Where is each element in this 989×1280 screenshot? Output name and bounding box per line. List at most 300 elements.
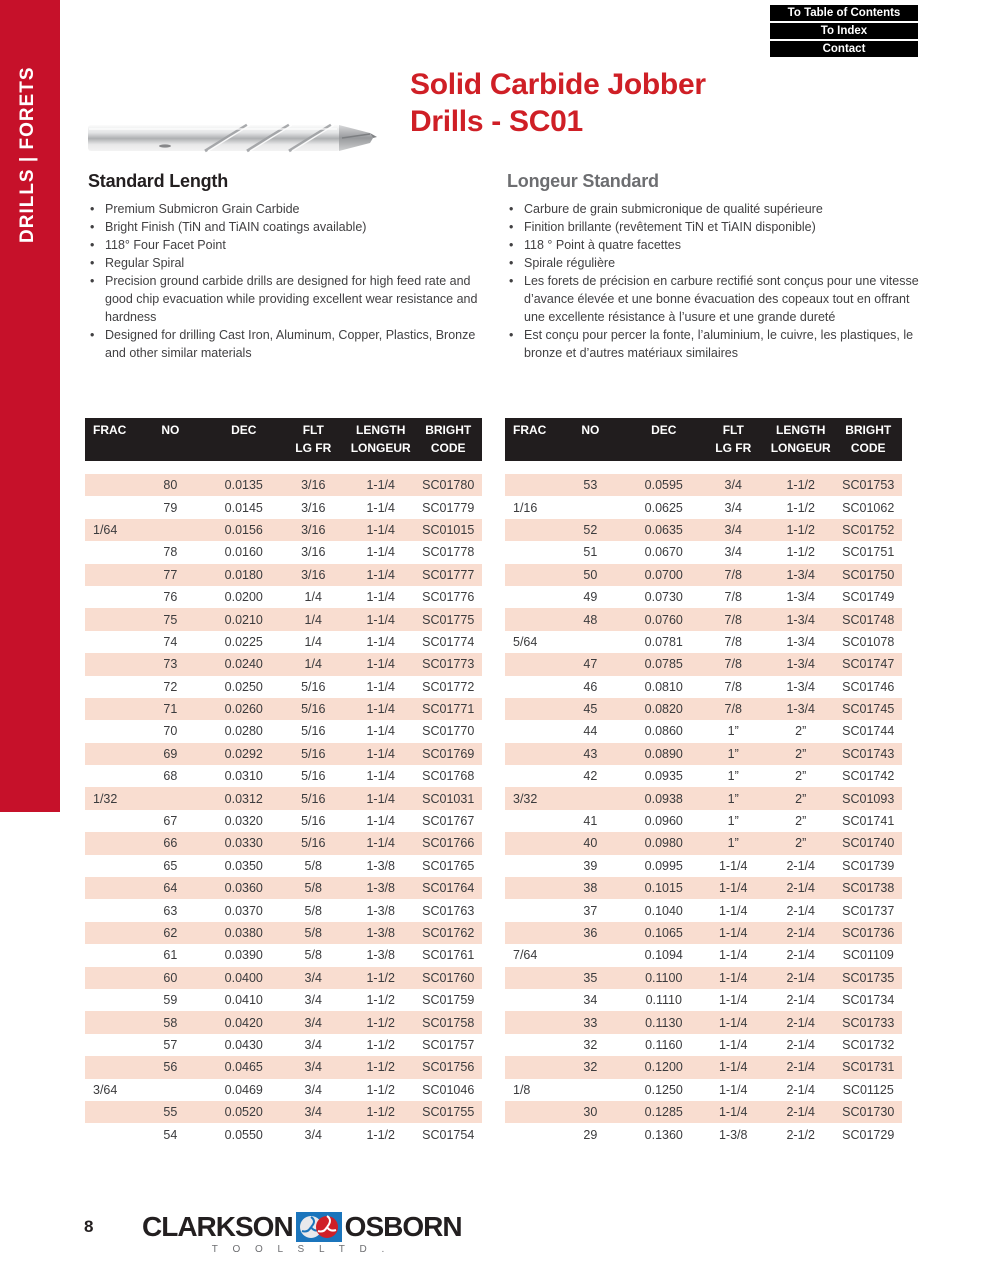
table-row [85, 810, 482, 832]
cell-length: 1-3/4 [786, 590, 815, 605]
cell-flt: 3/4 [304, 1037, 322, 1052]
cell-dec: 0.0595 [644, 478, 683, 493]
table-row [85, 698, 482, 720]
cell-frac: 1/32 [93, 791, 118, 806]
cell-dec: 0.1015 [644, 881, 683, 896]
cell-frac: 5/64 [513, 634, 538, 649]
cell-no: 58 [163, 1015, 178, 1030]
cell-flt: 5/8 [304, 858, 322, 873]
cell-flt: 7/8 [724, 590, 742, 605]
to-table-of-contents-button[interactable]: To Table of Contents [770, 5, 918, 21]
cell-length: 1-1/4 [366, 814, 395, 829]
cell-no: 44 [583, 724, 598, 739]
cell-flt: 7/8 [724, 567, 742, 582]
cell-no: 45 [583, 702, 598, 717]
cell-dec: 0.0280 [224, 724, 263, 739]
section-heading-french: Longeur Standard [507, 171, 659, 191]
cell-dec: 0.1285 [644, 1105, 683, 1120]
cell-dec: 0.0225 [224, 634, 263, 649]
pdf-nav-buttons [770, 5, 918, 59]
cell-code: SC01737 [842, 903, 895, 918]
cell-dec: 0.0330 [224, 836, 263, 851]
cell-length: 1-1/2 [366, 1015, 395, 1030]
cell-dec: 0.0469 [224, 1082, 263, 1097]
cell-no: 65 [163, 858, 178, 873]
cell-no: 46 [583, 679, 598, 694]
cell-flt: 5/8 [304, 881, 322, 896]
header-dec: DEC [651, 423, 677, 437]
cell-dec: 0.0960 [644, 814, 683, 829]
cell-length: 2-1/4 [786, 1082, 815, 1097]
cell-no: 78 [163, 545, 178, 560]
cell-flt: 1” [727, 746, 739, 761]
cell-dec: 0.0350 [224, 858, 263, 873]
cell-flt: 1-1/4 [718, 1082, 748, 1097]
cell-dec: 0.1100 [645, 970, 683, 985]
cell-length: 1-3/4 [786, 612, 815, 627]
cell-dec: 0.0320 [224, 814, 263, 829]
cell-code: SC01753 [842, 478, 895, 493]
cell-length: 2-1/4 [786, 903, 815, 918]
cell-dec: 0.0700 [644, 567, 683, 582]
cell-length: 2-1/4 [786, 1037, 815, 1052]
cell-no: 67 [163, 814, 178, 829]
cell-length: 2-1/4 [786, 1060, 815, 1075]
cell-length: 1-1/4 [366, 791, 395, 806]
table-row [505, 810, 902, 832]
cell-dec: 0.0820 [644, 702, 683, 717]
cell-dec: 0.0400 [224, 970, 263, 985]
cell-code: SC01756 [422, 1060, 475, 1075]
table-row [505, 877, 902, 899]
cell-flt: 7/8 [724, 657, 742, 672]
table-row [505, 474, 902, 496]
cell-no: 66 [163, 836, 178, 851]
cell-length: 1-3/4 [786, 702, 815, 717]
feature-list-english [88, 200, 496, 362]
cell-length: 1-1/4 [366, 500, 395, 515]
cell-length: 1-1/2 [366, 1127, 395, 1142]
cell-dec: 0.0938 [644, 791, 683, 806]
cell-length: 1-1/2 [366, 993, 395, 1008]
cell-dec: 0.0730 [644, 590, 683, 605]
cell-flt: 3/4 [304, 993, 322, 1008]
cell-code: SC01764 [422, 881, 475, 896]
cell-flt: 1” [727, 724, 739, 739]
table-row [85, 877, 482, 899]
cell-length: 2” [795, 791, 807, 806]
cell-no: 53 [583, 478, 598, 493]
cell-dec: 0.1250 [644, 1082, 683, 1097]
header-no: NO [161, 423, 180, 437]
cell-flt: 1-1/4 [718, 1015, 748, 1030]
table-row [505, 989, 902, 1011]
cell-length: 2” [795, 836, 807, 851]
cell-code: SC01761 [422, 948, 475, 963]
cell-flt: 7/8 [724, 634, 742, 649]
cell-dec: 0.0390 [224, 948, 263, 963]
cell-flt: 5/8 [304, 903, 322, 918]
table-row [85, 855, 482, 877]
cell-code: SC01771 [422, 702, 475, 717]
cell-dec: 0.1160 [645, 1037, 683, 1052]
cell-length: 1-1/4 [366, 634, 395, 649]
cell-flt: 3/16 [301, 478, 326, 493]
cell-flt: 1-1/4 [718, 903, 748, 918]
table-header-right [505, 418, 902, 461]
cell-dec: 0.0360 [224, 881, 263, 896]
cell-length: 1-1/4 [366, 836, 395, 851]
cell-flt: 1-1/4 [718, 1037, 748, 1052]
to-index-button[interactable]: To Index [770, 23, 918, 39]
cell-dec: 0.0860 [644, 724, 683, 739]
table-row [505, 832, 902, 854]
cell-code: SC01736 [842, 926, 895, 940]
cell-code: SC01758 [422, 1015, 475, 1030]
table-row [505, 743, 902, 765]
cell-code: SC01730 [842, 1105, 895, 1120]
table-row [85, 1034, 482, 1056]
cell-length: 1-1/4 [366, 590, 395, 605]
cell-no: 52 [583, 522, 598, 537]
cell-code: SC01743 [842, 746, 895, 761]
cell-flt: 1-1/4 [718, 881, 748, 896]
feature-item: • Regular Spiral [88, 254, 496, 272]
cell-frac: 3/64 [93, 1082, 118, 1097]
feature-item: • Les forets de précision en carbure rectifié sont conçus pour une vitesse d’avance élevée et une bonne évacuation des copeaux tout en offrant une excellente résistance à l’usure et une grande dureté [507, 272, 919, 326]
cell-no: 62 [163, 926, 178, 940]
header-length: LENGTH LONGEUR [770, 423, 831, 455]
table-row [505, 496, 902, 518]
cell-code: SC01742 [842, 769, 895, 784]
cell-flt: 3/4 [304, 1015, 322, 1030]
cell-code: SC01732 [842, 1037, 895, 1052]
cell-dec: 0.0160 [224, 545, 263, 560]
cell-dec: 0.0135 [224, 478, 263, 493]
cell-dec: 0.0810 [644, 679, 683, 694]
cell-dec: 0.0240 [224, 657, 263, 672]
cell-length: 1-1/2 [786, 545, 815, 560]
cell-dec: 0.0520 [224, 1105, 263, 1120]
cell-no: 76 [163, 590, 178, 605]
cell-code: SC01752 [842, 522, 895, 537]
cell-no: 69 [163, 746, 178, 761]
cell-dec: 0.1094 [644, 948, 683, 963]
cell-frac: 1/16 [513, 500, 538, 515]
cell-flt: 1-1/4 [718, 993, 748, 1008]
cell-dec: 0.0935 [644, 769, 683, 784]
drill-bit-image [87, 116, 379, 160]
cell-flt: 3/4 [304, 1105, 322, 1120]
cell-length: 1-1/4 [366, 478, 395, 493]
cell-dec: 0.0980 [644, 836, 683, 851]
cell-dec: 0.0550 [224, 1127, 263, 1142]
cell-no: 60 [163, 970, 178, 985]
cell-code: SC01740 [842, 836, 895, 851]
cell-dec: 0.0250 [224, 679, 263, 694]
table-row [505, 698, 902, 720]
cell-no: 79 [163, 500, 178, 515]
cell-length: 1-1/4 [366, 724, 395, 739]
cell-code: SC01739 [842, 858, 895, 873]
feature-item: • 118° Four Facet Point [88, 236, 496, 254]
cell-flt: 5/16 [301, 746, 326, 761]
cell-flt: 1” [727, 769, 739, 784]
cell-no: 61 [163, 948, 178, 963]
header-no: NO [581, 423, 600, 437]
cell-length: 1-3/8 [366, 903, 395, 918]
cell-code: SC01729 [842, 1127, 895, 1142]
cell-length: 2” [795, 746, 807, 761]
cell-no: 42 [583, 769, 598, 784]
cell-flt: 5/8 [304, 926, 322, 940]
cell-dec: 0.0785 [644, 657, 683, 672]
cell-code: SC01046 [422, 1082, 475, 1097]
cell-flt: 7/8 [724, 612, 742, 627]
cell-code: SC01769 [422, 746, 475, 761]
header-code: BRIGHT CODE [425, 423, 472, 455]
cell-flt: 5/16 [301, 679, 326, 694]
table-row [85, 676, 482, 698]
cell-no: 71 [163, 702, 178, 717]
drill-bit-graphic [87, 116, 379, 160]
cell-dec: 0.0760 [644, 612, 683, 627]
cell-code: SC01765 [422, 858, 475, 873]
cell-length: 2-1/2 [786, 1127, 815, 1142]
cell-length: 2-1/4 [786, 1105, 815, 1120]
cell-flt: 1/4 [304, 634, 322, 649]
cell-length: 2” [795, 769, 807, 784]
section-heading-english: Standard Length [88, 171, 228, 191]
cell-flt: 1-1/4 [718, 970, 748, 985]
cell-length: 2-1/4 [786, 858, 815, 873]
cell-no: 74 [163, 634, 178, 649]
cell-flt: 3/4 [304, 1082, 322, 1097]
cell-length: 1-1/2 [786, 500, 815, 515]
cell-flt: 7/8 [724, 679, 742, 694]
cell-code: SC01078 [842, 634, 895, 649]
category-sidebar [0, 0, 60, 812]
cell-code: SC01776 [422, 590, 475, 605]
table-row [85, 720, 482, 742]
table-row [505, 944, 902, 966]
cell-frac: 7/64 [513, 948, 538, 963]
cell-no: 59 [163, 993, 178, 1008]
cell-length: 2-1/4 [786, 926, 815, 940]
cell-length: 1-3/8 [366, 948, 395, 963]
cell-flt: 5/16 [301, 836, 326, 851]
cell-dec: 0.0180 [224, 567, 263, 582]
cell-dec: 0.1200 [644, 1060, 683, 1075]
cell-code: SC01748 [842, 612, 895, 627]
cell-code: SC01109 [842, 948, 894, 963]
cell-length: 1-1/2 [366, 1082, 395, 1097]
cell-no: 39 [583, 858, 598, 873]
cell-length: 1-3/4 [786, 567, 815, 582]
header-code: BRIGHT CODE [845, 423, 892, 455]
cell-no: 40 [583, 836, 598, 851]
cell-length: 1-3/4 [786, 679, 815, 694]
cell-length: 1-1/4 [366, 657, 395, 672]
cell-dec: 0.0310 [224, 769, 263, 784]
table-header-left [85, 418, 482, 461]
table-row [85, 653, 482, 675]
cell-no: 34 [583, 993, 598, 1008]
cell-length: 1-3/4 [786, 657, 815, 672]
cell-length: 1-3/8 [366, 858, 395, 873]
cell-flt: 1-1/4 [718, 1105, 748, 1120]
page-number: 8 [84, 1217, 94, 1236]
feature-item: • Bright Finish (TiN and TiAIN coatings available) [88, 218, 496, 236]
logo-subtext: T O O L S L T D . [211, 1244, 391, 1255]
cell-no: 75 [163, 612, 178, 627]
table-row [505, 787, 902, 809]
cell-frac: 1/64 [93, 522, 118, 537]
cell-dec: 0.0370 [224, 903, 263, 918]
cell-dec: 0.1130 [645, 1015, 683, 1030]
table-row [85, 1056, 482, 1078]
cell-dec: 0.0670 [644, 545, 683, 560]
cell-code: SC01755 [422, 1105, 475, 1120]
cell-length: 1-1/2 [786, 478, 815, 493]
cell-code: SC01775 [422, 612, 475, 627]
cell-code: SC01767 [422, 814, 475, 829]
header-frac: FRAC [513, 423, 547, 437]
cell-code: SC01750 [842, 567, 895, 582]
cell-code: SC01778 [422, 545, 475, 560]
table-row [505, 1056, 902, 1078]
table-row [505, 1079, 902, 1101]
feature-item: • Premium Submicron Grain Carbide [88, 200, 496, 218]
cell-code: SC01031 [422, 791, 475, 806]
table-row [85, 496, 482, 518]
cell-code: SC01770 [422, 724, 475, 739]
table-row [85, 519, 482, 541]
cell-flt: 3/4 [724, 500, 742, 515]
page-title-line2: Drills - SC01 [410, 105, 583, 138]
cell-dec: 0.0995 [644, 858, 683, 873]
cell-length: 1-1/2 [366, 1060, 395, 1075]
cell-flt: 3/4 [304, 1060, 322, 1075]
cell-length: 1-1/4 [366, 545, 395, 560]
cell-no: 72 [163, 679, 178, 694]
cell-no: 47 [583, 657, 598, 672]
cell-flt: 3/4 [724, 478, 742, 493]
cell-dec: 0.0380 [224, 926, 263, 940]
contact-button[interactable]: Contact [770, 41, 918, 57]
cell-code: SC01733 [842, 1015, 895, 1030]
cell-code: SC01777 [422, 567, 475, 582]
cell-no: 56 [163, 1060, 178, 1075]
table-row [505, 1011, 902, 1033]
cell-no: 80 [163, 478, 178, 493]
cell-no: 51 [583, 545, 598, 560]
cell-dec: 0.0200 [224, 590, 263, 605]
table-row [505, 608, 902, 630]
table-row [505, 676, 902, 698]
cell-flt: 7/8 [724, 702, 742, 717]
cell-no: 77 [163, 567, 178, 582]
cell-length: 1-1/4 [366, 746, 395, 761]
table-row [505, 967, 902, 989]
cell-flt: 5/16 [301, 702, 326, 717]
cell-flt: 3/4 [304, 970, 322, 985]
header-flt: FLT LG FR [715, 423, 752, 455]
table-row [85, 967, 482, 989]
table-row [85, 1011, 482, 1033]
cell-no: 37 [583, 903, 598, 918]
cell-flt: 1-1/4 [718, 858, 748, 873]
cell-dec: 0.0260 [224, 702, 263, 717]
cell-length: 1-1/4 [366, 567, 395, 582]
cell-dec: 0.0890 [644, 746, 683, 761]
cell-length: 1-3/4 [786, 634, 815, 649]
cell-dec: 0.0410 [224, 993, 263, 1008]
cell-dec: 0.1360 [644, 1127, 683, 1142]
table-row [85, 1101, 482, 1123]
cell-code: SC01744 [842, 724, 895, 739]
page-title-line1: Solid Carbide Jobber [410, 68, 706, 101]
cell-flt: 5/16 [301, 724, 326, 739]
cell-flt: 1-3/8 [718, 1127, 748, 1142]
feature-item: • Precision ground carbide drills are designed for high feed rate and good chip evacuation while providing excellent wear resistance and hardness [88, 272, 496, 326]
cell-dec: 0.0210 [224, 612, 263, 627]
cell-code: SC01779 [422, 500, 475, 515]
cell-length: 1-1/2 [366, 1105, 395, 1120]
sidebar-category-label: DRILLS | FORETS [17, 66, 38, 243]
cell-dec: 0.0156 [224, 522, 263, 537]
cell-code: SC01731 [842, 1060, 895, 1075]
table-row [505, 541, 902, 563]
cell-code: SC01751 [842, 545, 895, 560]
cell-code: SC01747 [842, 657, 895, 672]
cell-dec: 0.0420 [224, 1015, 263, 1030]
table-row [505, 1034, 902, 1056]
header-flt: FLT LG FR [295, 423, 332, 455]
table-row [505, 1101, 902, 1123]
table-row [85, 1079, 482, 1101]
cell-no: 49 [583, 590, 598, 605]
cell-flt: 5/16 [301, 814, 326, 829]
table-row [85, 765, 482, 787]
table-row [505, 922, 902, 944]
cell-code: SC01754 [422, 1127, 475, 1142]
cell-frac: 3/32 [513, 791, 538, 806]
cell-flt: 5/16 [301, 791, 326, 806]
header-frac: FRAC [93, 423, 127, 437]
cell-no: 32 [583, 1037, 598, 1052]
table-row [505, 653, 902, 675]
table-row [85, 944, 482, 966]
table-row [85, 922, 482, 944]
cell-code: SC01746 [842, 679, 895, 694]
cell-flt: 3/4 [304, 1127, 322, 1142]
cell-length: 1-1/4 [366, 769, 395, 784]
cell-code: SC01760 [422, 970, 475, 985]
cell-length: 1-3/8 [366, 881, 395, 896]
cell-flt: 1” [727, 836, 739, 851]
cell-no: 32 [583, 1060, 598, 1075]
cell-no: 50 [583, 567, 598, 582]
cell-length: 1-1/4 [366, 522, 395, 537]
cell-code: SC01772 [422, 679, 475, 694]
cell-code: SC01766 [422, 836, 475, 851]
feature-item: • Est conçu pour percer la fonte, l’aluminium, le cuivre, les plastiques, le bronze et d’autres matériaux similaires [507, 326, 919, 362]
cell-flt: 1-1/4 [718, 1060, 748, 1075]
cell-length: 2-1/4 [786, 993, 815, 1008]
table-row [505, 765, 902, 787]
cell-flt: 3/16 [301, 567, 326, 582]
